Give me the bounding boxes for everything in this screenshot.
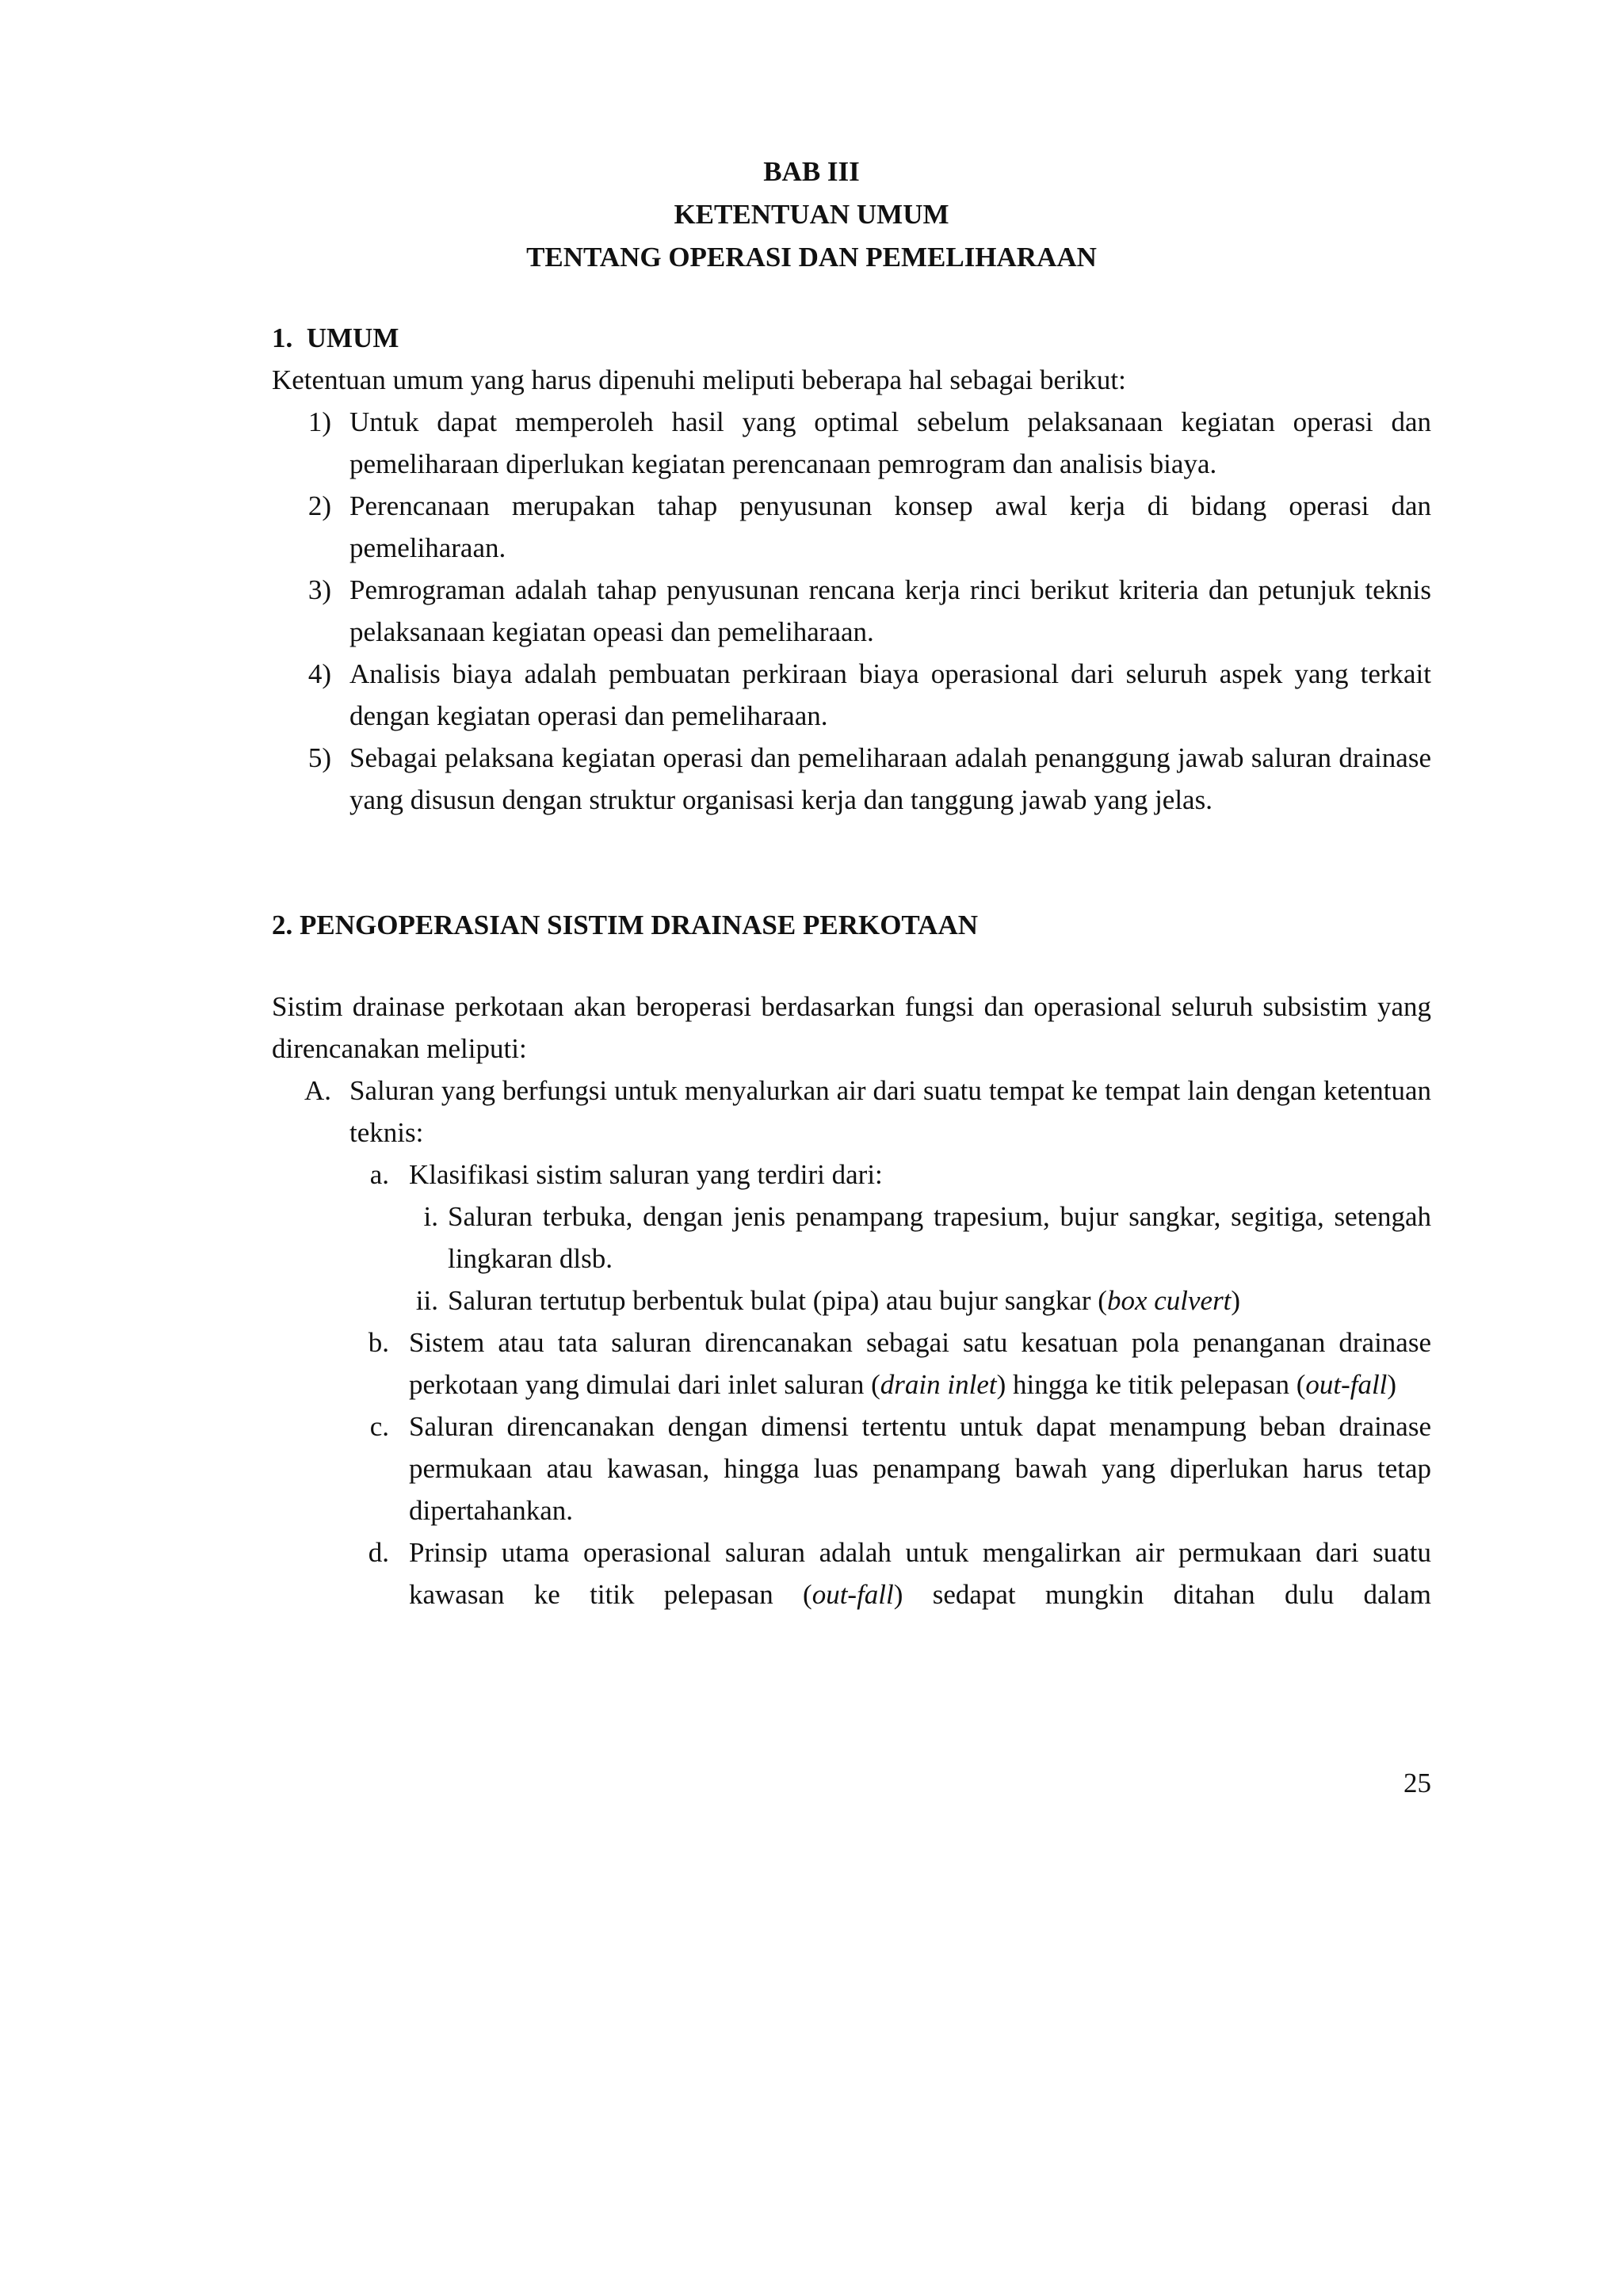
list-text: Perencanaan merupakan tahap penyusunan konsep awal kerja di bidang operasi dan pemeliharaan. [349, 490, 1431, 563]
list-item [272, 401, 1431, 485]
text-run: ) sedapat mungkin ditahan dulu dalam [893, 1579, 1431, 1610]
list-item [272, 485, 1431, 569]
list-roman: ii. [415, 1285, 438, 1316]
section-spacer [272, 946, 1431, 986]
section-1-intro: Ketentuan umum yang harus dipenuhi meliputi beberapa hal sebagai berikut: [272, 364, 1126, 395]
chapter-subtitle: TENTANG OPERASI DAN PEMELIHARAAN [526, 242, 1097, 273]
list-letter: d. [368, 1537, 389, 1568]
text-run: ) [1387, 1369, 1397, 1400]
document-body [272, 317, 1431, 1615]
list-item-c [272, 1405, 1431, 1531]
list-letter: b. [368, 1327, 389, 1358]
list-text: Pemrograman adalah tahap penyusunan rencana kerja rinci berikut kriteria dan petunjuk teknis pelaksanaan kegiatan opeasi dan pemeliharaan. [349, 574, 1431, 647]
list-text: Sebagai pelaksana kegiatan operasi dan pemeliharaan adalah penanggung jawab saluran drainase yang disusun dengan struktur organisasi kerja dan tanggung jawab yang jelas. [349, 742, 1431, 815]
list-item [272, 569, 1431, 653]
list-text: Saluran yang berfungsi untuk menyalurkan air dari suatu tempat ke tempat lain dengan ketentuan teknis: [349, 1075, 1431, 1148]
italic-term: out-fall [1305, 1369, 1388, 1400]
list-item-ii [272, 1280, 1431, 1322]
list-item [272, 737, 1431, 821]
section-2-title: 2. PENGOPERASIAN SISTIM DRAINASE PERKOTAAN [272, 910, 978, 940]
chapter-heading [0, 151, 1623, 279]
chapter-number: BAB III [763, 156, 860, 187]
list-text: Untuk dapat memperoleh hasil yang optimal sebelum pelaksanaan kegiatan operasi dan pemeliharaan diperlukan kegiatan perencanaan pemrogram dan analisis biaya. [349, 406, 1431, 479]
list-text: Analisis biaya adalah pembuatan perkiraan biaya operasional dari seluruh aspek yang terkait dengan kegiatan operasi dan pemeliharaan. [349, 658, 1431, 731]
text-run: ) hingga ke titik pelepasan ( [996, 1369, 1306, 1400]
list-letter: c. [369, 1411, 389, 1442]
list-text [448, 1280, 1431, 1322]
italic-term: box culvert [1106, 1285, 1232, 1316]
list-roman: i. [423, 1201, 438, 1232]
list-item-d [272, 1531, 1431, 1615]
section-1-title: 1. UMUM [272, 322, 399, 353]
italic-term: out-fall [812, 1579, 894, 1610]
list-number: 4) [307, 658, 331, 689]
text-run: Sistem atau tata saluran direncanakan sebagai satu kesatuan pola penanganan drainase perkotaan yang dimulai dari inlet saluran ( [409, 1327, 1431, 1400]
section-2-intro: Sistim drainase perkotaan akan beroperasi berdasarkan fungsi dan operasional seluruh subsistim yang direncanakan meliputi: [272, 991, 1431, 1064]
text-run: Prinsip utama operasional saluran adalah untuk mengalirkan air permukaan dari suatu kawasan ke titik pelepasan ( [409, 1537, 1431, 1610]
section-spacer [272, 821, 1431, 904]
page-number: 25 [1403, 1768, 1431, 1798]
list-text [409, 1531, 1431, 1615]
list-text: Klasifikasi sistim saluran yang terdiri dari: [409, 1159, 883, 1190]
text-run: Saluran tertutup berbentuk bulat (pipa) atau bujur sangkar ( [448, 1285, 1107, 1316]
list-text: Saluran direncanakan dengan dimensi tertentu untuk dapat menampung beban drainase permukaan atau kawasan, hingga luas penampang bawah yang diperlukan harus tetap dipertahankan. [409, 1411, 1431, 1526]
list-item-a [272, 1154, 1431, 1196]
list-text: Saluran terbuka, dengan jenis penampang trapesium, bujur sangkar, segitiga, setengah lingkaran dlsb. [448, 1201, 1431, 1274]
list-text [409, 1322, 1431, 1405]
text-run: ) [1231, 1285, 1241, 1316]
list-letter: A. [304, 1075, 331, 1106]
chapter-title: KETENTUAN UMUM [674, 199, 949, 230]
list-item-A [272, 1070, 1431, 1154]
list-item-i [272, 1196, 1431, 1280]
list-number: 5) [307, 742, 331, 773]
list-item-b [272, 1322, 1431, 1405]
list-letter: a. [369, 1159, 389, 1190]
italic-term: drain inlet [880, 1369, 997, 1400]
list-number: 3) [307, 574, 331, 605]
list-number: 2) [307, 490, 331, 521]
list-number: 1) [307, 406, 331, 437]
list-item [272, 653, 1431, 737]
